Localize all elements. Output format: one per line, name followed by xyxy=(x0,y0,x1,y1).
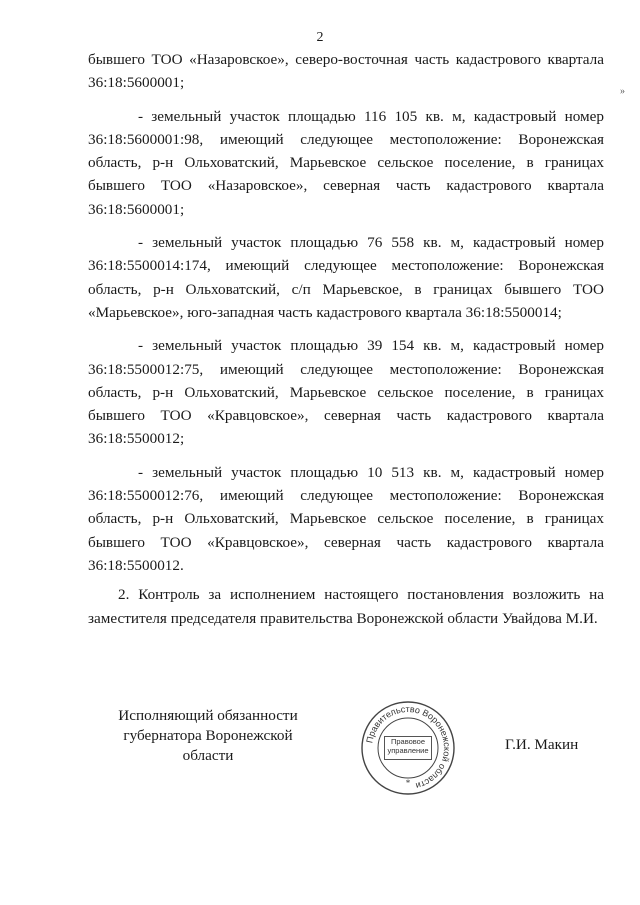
signer-title-line2: губернатора Воронежской области xyxy=(123,727,293,764)
paragraph-continuation: бывшего ТОО «Назаровское», северо-восточная часть кадастрового квартала 36:18:5600001; xyxy=(88,51,604,92)
seal-center-line2: управление xyxy=(387,746,429,755)
land-plot-item: - земельный участок площадью 10 513 кв. м, кадастровый номер 36:18:5500012:76, имеющий следующее местоположение: Воронежская область, р-н Ольховатский, Марьевское сельское поселение, в границах бывшего ТОО «Кравцовское», северная часть кадастрового квартала 36:18:5500012. xyxy=(88,463,604,574)
page-number: 2 xyxy=(316,30,324,45)
land-plot-item: - земельный участок площадью 116 105 кв. м, кадастровый номер 36:18:5600001:98, имеющий следующее местоположение: Воронежская область, р-н Ольховатский, Марьевское сельское поселение, в границах бывшего ТОО «Назаровское», северная часть кадастрового квартала 36:18:5600001; xyxy=(88,107,604,218)
seal-center-label xyxy=(384,736,432,760)
official-seal xyxy=(360,700,456,796)
signer-name: Г.И. Макин xyxy=(505,736,579,753)
control-clause: 2. Контроль за исполнением настоящего постановления возложить на заместителя председателя правительства Воронежской области Увайдова М.И. xyxy=(88,586,604,627)
signer-title xyxy=(98,706,318,766)
margin-mark: » xyxy=(620,86,625,97)
seal-center-line1: Правовое xyxy=(390,737,426,746)
seal-ring-text: Правительство Воронежской области xyxy=(364,703,453,792)
svg-text:*: * xyxy=(405,778,411,788)
document-body xyxy=(88,48,604,630)
land-plot-item: - земельный участок площадью 76 558 кв. м, кадастровый номер 36:18:5500014:174, имеющий следующее местоположение: Воронежская область, р-н Ольховатский, с/п Марьевское, в границах бывшего ТОО «Марьевское», юго-западная часть кадастрового квартала 36:18:5500014; xyxy=(88,234,604,321)
signer-title-line1: Исполняющий обязанности xyxy=(118,707,298,724)
land-plot-item: - земельный участок площадью 39 154 кв. м, кадастровый номер 36:18:5500012:75, имеющий следующее местоположение: Воронежская область, р-н Ольховатский, Марьевское сельское поселение, в границах бывшего ТОО «Кравцовское», северная часть кадастрового квартала 36:18:5500012; xyxy=(88,337,604,448)
